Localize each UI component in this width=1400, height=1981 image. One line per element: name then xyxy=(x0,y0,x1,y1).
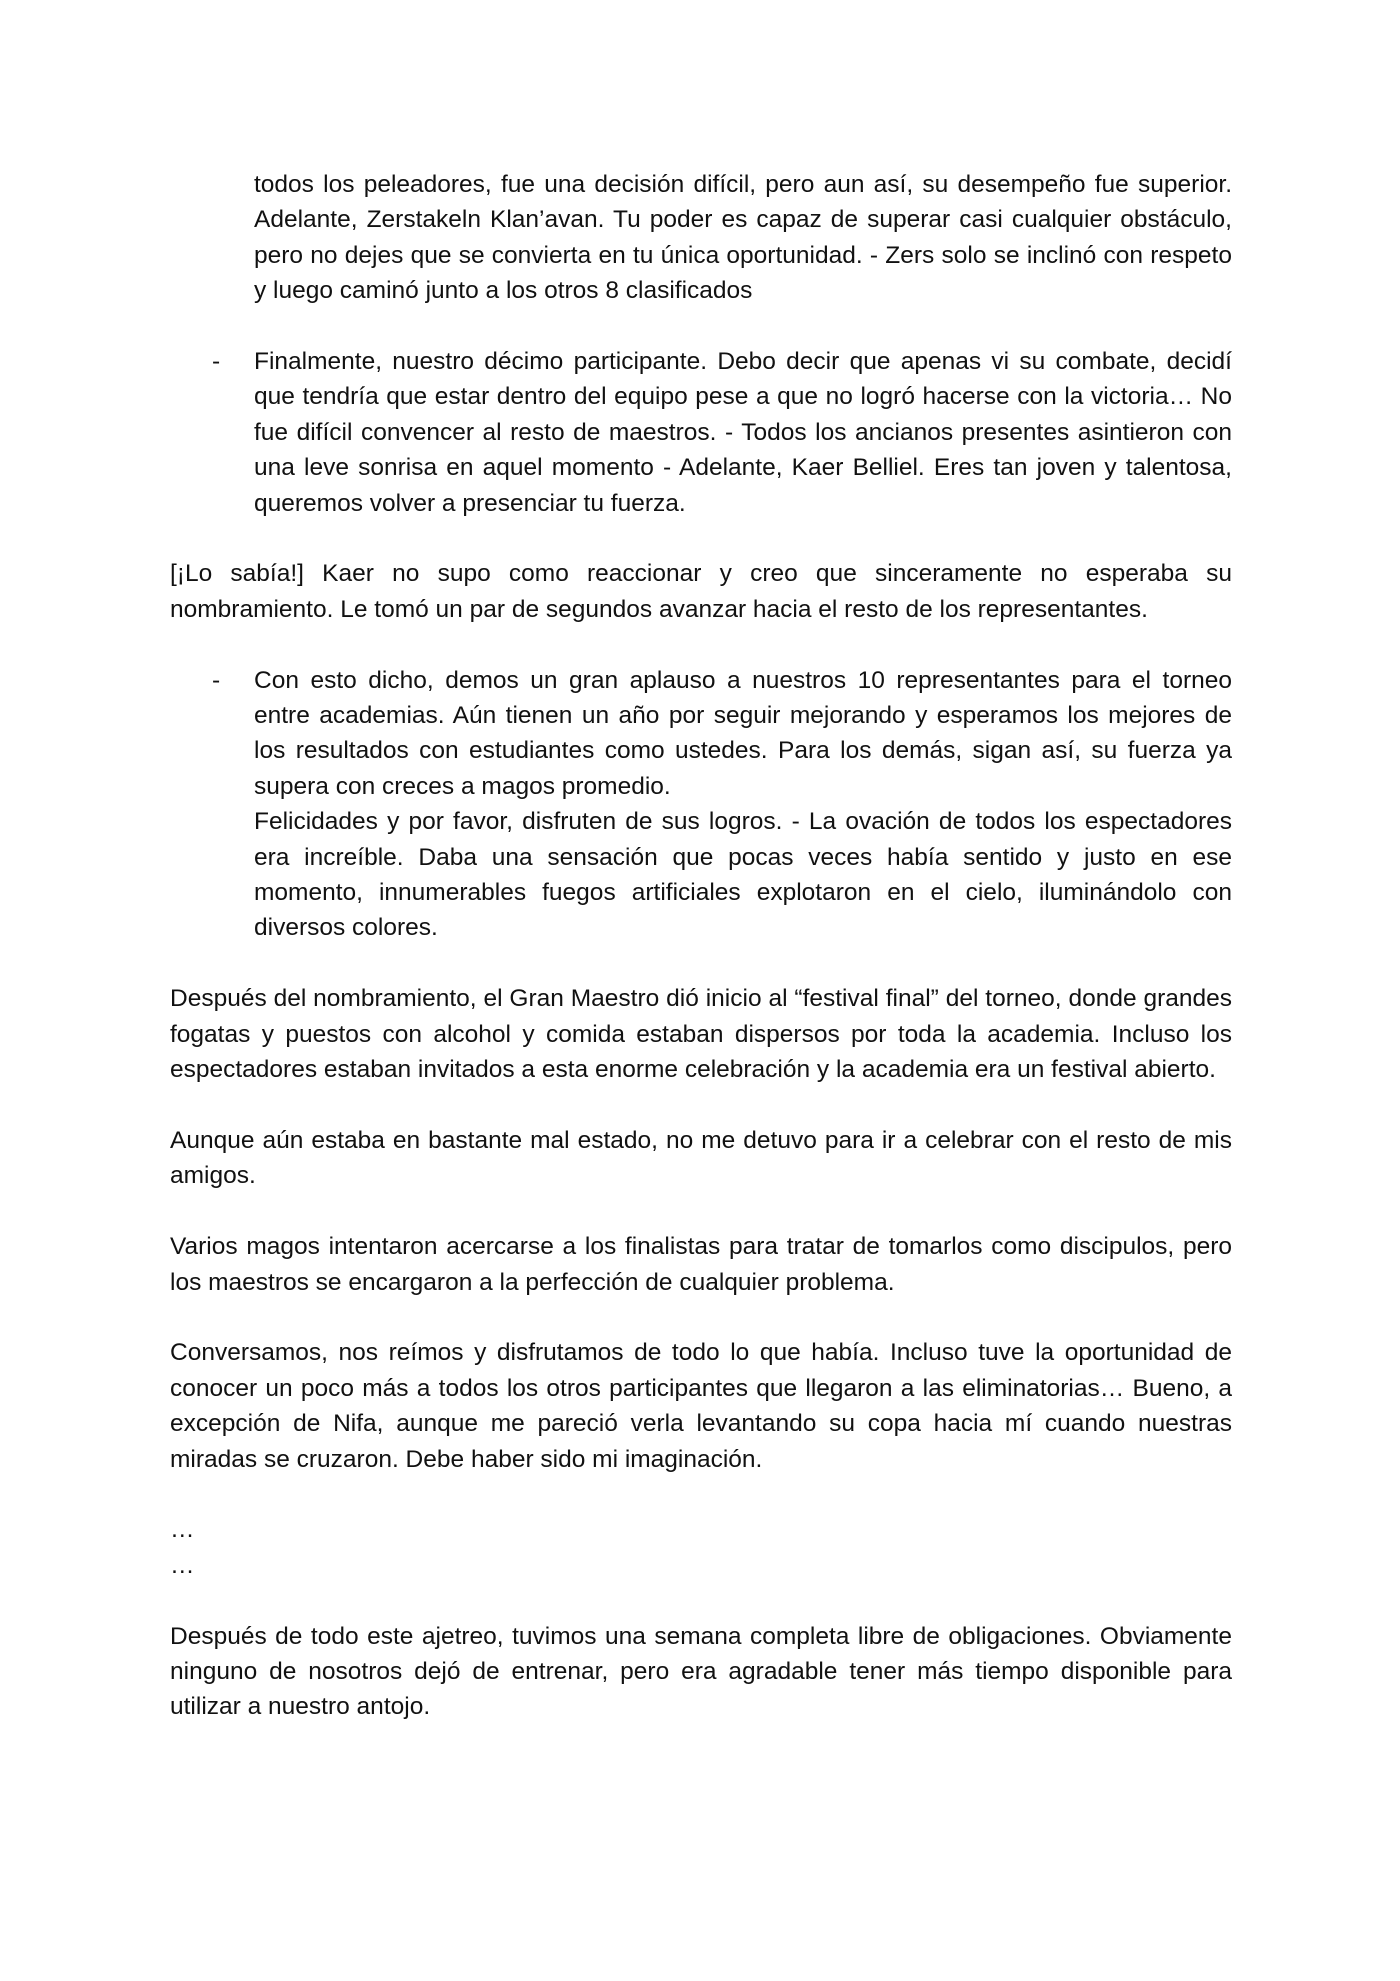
paragraph-conversation: Conversamos, nos reímos y disfrutamos de todo lo que había. Incluso tuve la oportunidad de conocer un poco más a todos los otros participantes que llegaron a las eliminatorias… Bueno, a excepción de Nifa, aunque me pareció verla levantando su copa hacia mí cuando nuestras miradas se cruzaron. Debe haber sido mi imaginación. xyxy=(170,1339,1232,1473)
paragraph-free-week: Después de todo este ajetreo, tuvimos una semana completa libre de obligaciones. Obviamente ninguno de nosotros dejó de entrenar, pero era agradable tener más tiempo disponible para utilizar a nuestro antojo. xyxy=(170,1622,1232,1721)
document-body xyxy=(170,167,1232,1725)
paragraph-celebrate: Aunque aún estaba en bastante mal estado, no me detuvo para ir a celebrar con el resto de mis amigos. xyxy=(170,1126,1232,1190)
paragraph-congratulations: Felicidades y por favor, disfruten de sus logros. - La ovación de todos los espectadores era increíble. Daba una sensación que pocas veces había sentido y justo en ese momento, innumerables fuegos artificiales explotaron en el cielo, iluminándolo con diversos colores. xyxy=(254,808,1232,942)
scene-break-ellipsis: … xyxy=(170,1551,195,1579)
paragraph-kaer-reaction: [¡Lo sabía!] Kaer no supo como reaccionar y creo que sinceramente no esperaba su nombramiento. Le tomó un par de segundos avanzar hacia el resto de los representantes. xyxy=(170,560,1232,623)
dialogue-dash: - xyxy=(212,348,221,376)
scene-break-ellipsis: … xyxy=(170,1516,195,1544)
dialogue-item-tenth-participant xyxy=(212,344,1232,521)
paragraph-festival: Después del nombramiento, el Gran Maestro dió inicio al “festival final” del torneo, donde grandes fogatas y puestos con alcohol y comida estaban dispersos por toda la academia. Incluso los espectadores estaban invitados a esta enorme celebración y la academia era un festival abierto. xyxy=(170,985,1232,1084)
paragraph-applause: Con esto dicho, demos un gran aplauso a nuestros 10 representantes para el torneo entre academias. Aún tienen un año por seguir mejorando y esperamos los mejores de los resultados con estudiantes como ustedes. Para los demás, sigan así, su fuerza ya supera con creces a magos promedio. xyxy=(254,666,1232,800)
paragraph-kaer-dialogue: Finalmente, nuestro décimo participante. Debo decir que apenas vi su combate, decidí que tendría que estar dentro del equipo pese a que no logró hacerse con la victoria… No fue difícil convencer al resto de maestros. - Todos los ancianos presentes asintieron con una leve sonrisa en aquel momento - Adelante, Kaer Belliel. Eres tan joven y talentosa, queremos volver a presenciar tu fuerza. xyxy=(254,348,1232,517)
paragraph-zers-dialogue: todos los peleadores, fue una decisión difícil, pero aun así, su desempeño fue superior. Adelante, Zerstakeln Klan’avan. Tu poder es capaz de superar casi cualquier obstáculo, pero no dejes que se convierta en tu única oportunidad. - Zers solo se inclinó con respeto y luego caminó junto a los otros 8 clasificados xyxy=(254,171,1232,305)
dialogue-dash: - xyxy=(212,666,221,694)
paragraph-disciples: Varios magos intentaron acercarse a los finalistas para tratar de tomarlos como discipulos, pero los maestros se encargaron a la perfección de cualquier problema. xyxy=(170,1233,1232,1296)
dialogue-item-applause xyxy=(212,663,1232,946)
